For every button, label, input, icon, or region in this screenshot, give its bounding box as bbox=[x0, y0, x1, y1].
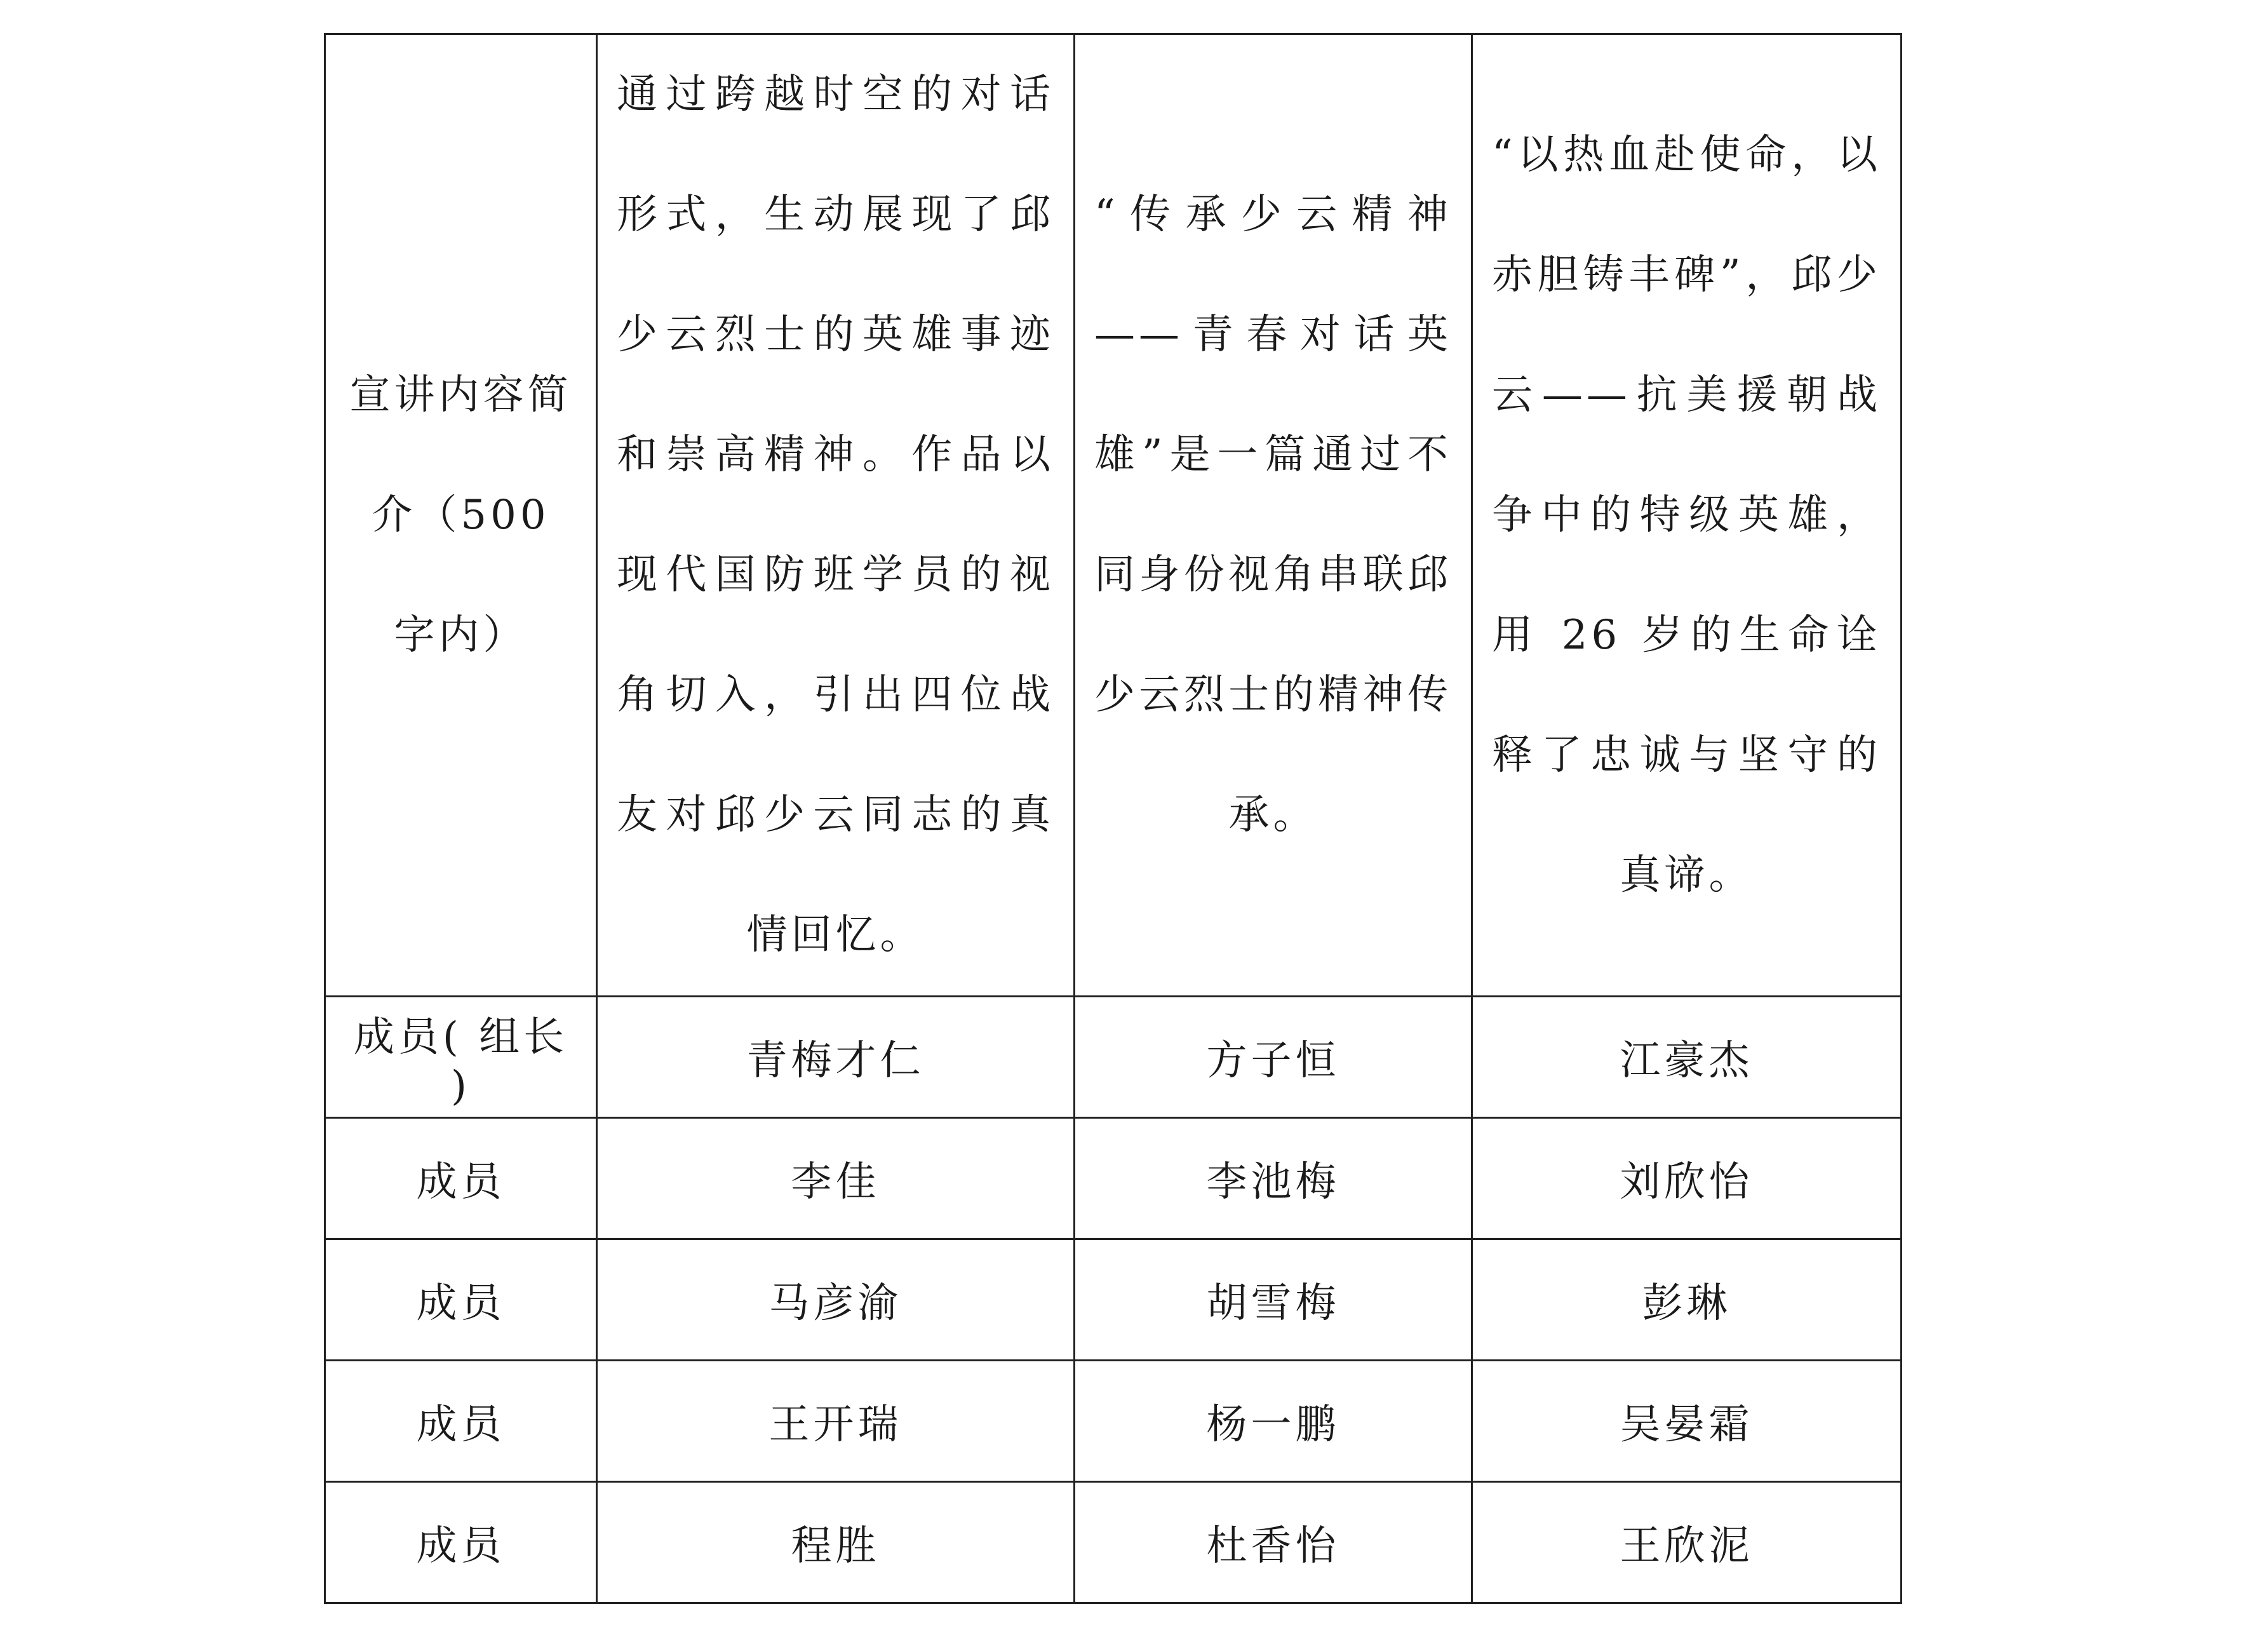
table-row bbox=[325, 1239, 1902, 1361]
intro-cell-team-1 bbox=[597, 34, 1075, 997]
table bbox=[324, 33, 1902, 1604]
intro-label: 宣讲内容简介（500 字内） bbox=[349, 371, 572, 659]
table-row bbox=[325, 1482, 1902, 1603]
intro-row bbox=[325, 34, 1902, 997]
member-name: 李佳 bbox=[597, 1118, 1075, 1239]
table-row bbox=[325, 1118, 1902, 1239]
intro-label-cell bbox=[325, 34, 597, 997]
member-name: 马彦渝 bbox=[597, 1239, 1075, 1361]
member-name: 胡雪梅 bbox=[1075, 1239, 1472, 1361]
team-info-table bbox=[324, 33, 1900, 1598]
intro-text: “以热血赴使命，以赤胆铸丰碑”，邱少云——抗美援朝战争中的特级英雄，用 26 岁的生命诠释了忠诚与坚守的真谛。 bbox=[1492, 131, 1881, 899]
intro-text: “传承少云精神——青春对话英雄”是一篇通过不同身份视角串联邱少云烈士的精神传承。 bbox=[1094, 191, 1452, 839]
row-label: 成员 bbox=[325, 1361, 597, 1482]
row-label: 成员( 组长 ) bbox=[325, 997, 597, 1118]
table-row bbox=[325, 997, 1902, 1118]
member-name: 杨一鹏 bbox=[1075, 1361, 1472, 1482]
member-name: 王欣泥 bbox=[1472, 1482, 1902, 1603]
intro-cell-team-2 bbox=[1075, 34, 1472, 997]
member-name: 方子恒 bbox=[1075, 997, 1472, 1118]
member-name: 彭琳 bbox=[1472, 1239, 1902, 1361]
member-name: 王开瑞 bbox=[597, 1361, 1075, 1482]
member-name: 青梅才仁 bbox=[597, 997, 1075, 1118]
member-name: 刘欣怡 bbox=[1472, 1118, 1902, 1239]
row-label: 成员 bbox=[325, 1118, 597, 1239]
table-row bbox=[325, 1361, 1902, 1482]
member-name: 杜香怡 bbox=[1075, 1482, 1472, 1603]
member-name: 江豪杰 bbox=[1472, 997, 1902, 1118]
member-name: 程胜 bbox=[597, 1482, 1075, 1603]
intro-text: 通过跨越时空的对话形式，生动展现了邱少云烈士的英雄事迹和崇高精神。作品以现代国防班学员的视角切入，引出四位战友对邱少云同志的真情回忆。 bbox=[617, 71, 1054, 959]
row-label: 成员 bbox=[325, 1239, 597, 1361]
member-name: 李池梅 bbox=[1075, 1118, 1472, 1239]
row-label: 成员 bbox=[325, 1482, 597, 1603]
member-name: 吴晏霜 bbox=[1472, 1361, 1902, 1482]
intro-cell-team-3 bbox=[1472, 34, 1902, 997]
